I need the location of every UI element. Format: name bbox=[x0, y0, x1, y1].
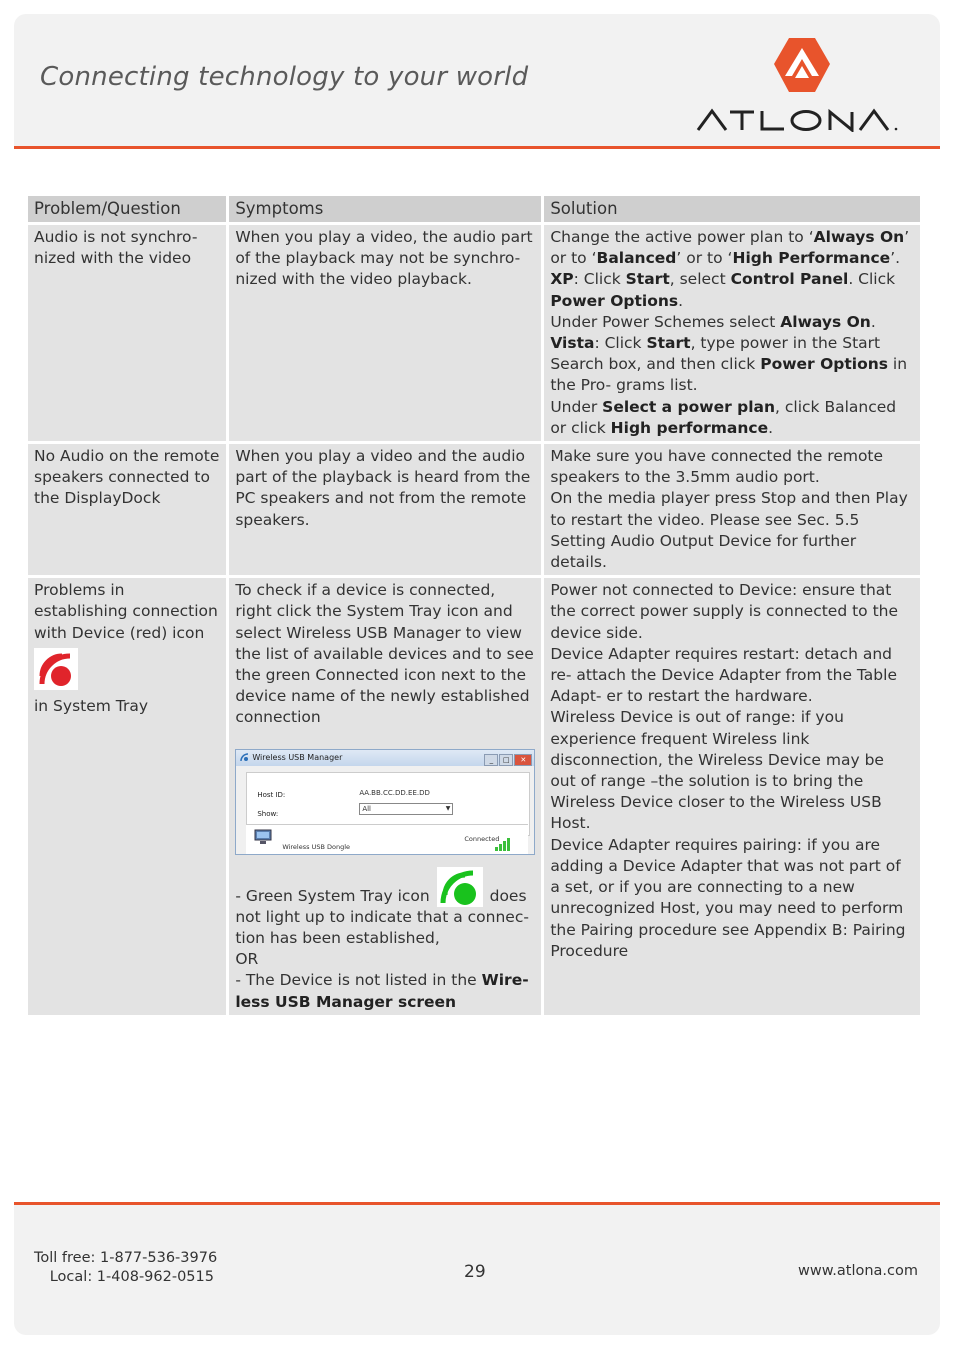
solution-line: On the media player press Stop and then Play to restart the video. Please see Sec. 5.5 Setting Audio Output Device for further details. bbox=[550, 489, 908, 572]
solution-line: Change the active power plan to ‘Always On’ or to ‘Balanced’ or to ‘High Performance’. bbox=[550, 228, 910, 268]
page-number: 29 bbox=[464, 1262, 486, 1282]
column-header-symptoms: Symptoms bbox=[229, 196, 541, 222]
table-header-row bbox=[28, 196, 920, 222]
solution-line: Under Select a power plan, click Balanced or click High performance. bbox=[550, 397, 897, 437]
solution-line: Device Adapter requires pairing: if you are adding a Device Adapter that was not part of a set, or if you are connecting to a new unrecognized Host, you may need to perform the Pairing procedure see Appendix B: Pairing Procedure bbox=[550, 835, 906, 960]
solution-line: XP: Click Start, select Control Panel. Click Power Options. bbox=[550, 270, 896, 310]
maximize-button[interactable]: □ bbox=[499, 754, 513, 766]
local-number: Local: 1-408-962-0515 bbox=[49, 1269, 214, 1285]
minimize-button[interactable]: _ bbox=[484, 754, 498, 766]
computer-icon bbox=[254, 829, 272, 845]
solution-line: Make sure you have connected the remote speakers to the 3.5mm audio port. bbox=[550, 447, 884, 487]
solution-line: Device Adapter requires restart: detach and re- attach the Device Adapter from the Table Adapt- er to restart the hardware. bbox=[550, 644, 897, 706]
page-footer bbox=[14, 1205, 940, 1335]
column-header-problem: Problem/Question bbox=[28, 196, 226, 222]
table-row bbox=[28, 578, 920, 1015]
problem-cell: Problems in establishing connection with Device (red) icon in System Tray bbox=[28, 578, 226, 1015]
device-list-item[interactable]: Wireless USB Dongle Connected bbox=[246, 824, 528, 855]
solution-line: Vista: Click Start, type power in the Start Search box, and then click Power Options in the Pro- grams list. bbox=[550, 334, 908, 395]
page-header bbox=[14, 14, 940, 149]
solution-cell bbox=[544, 225, 920, 441]
signal-bars-icon bbox=[494, 837, 514, 851]
device-disconnected-red-icon bbox=[34, 648, 78, 690]
table-row bbox=[28, 225, 920, 441]
solution-line: Wireless Device is out of range: if you experience frequent Wireless link disconnection, the Wireless Device may be out of range –the solution is to bring the Wireless Device closer to the Wireless USB Host. bbox=[550, 708, 884, 833]
symptoms-cell: To check if a device is connected, right click the System Tray icon and select Wireless USB Manager to view the list of available devices and to see the green Connected icon next to the device name of the newly established connection Wireless USB Manager _ □ ✕ Host ID: AA.BB.CC.DD.EE.DD Show: All ▼ Wireless USB Dongle Connected - Green System Tray icon does not light up to indicate that a connec- tion has been established, OR - The Device is not listed in the Wire- less USB Manager screen bbox=[229, 578, 541, 1015]
solution-cell bbox=[544, 578, 920, 1015]
settings-panel: Host ID: AA.BB.CC.DD.EE.DD Show: All ▼ bbox=[246, 772, 530, 836]
table-row bbox=[28, 444, 920, 575]
solution-line: Under Power Schemes select Always On. bbox=[550, 312, 876, 331]
toll-free-number: Toll free: 1-877-536-3976 bbox=[34, 1250, 218, 1266]
symptoms-cell: When you play a video, the audio part of the playback may not be synchro- nized with the video playback. bbox=[229, 225, 541, 441]
problem-cell: Audio is not synchro- nized with the video bbox=[28, 225, 226, 441]
wireless-icon bbox=[240, 753, 249, 762]
close-button[interactable]: ✕ bbox=[514, 754, 532, 766]
contact-phones bbox=[34, 1249, 218, 1287]
chevron-down-icon: ▼ bbox=[445, 804, 451, 812]
atlona-wordmark bbox=[696, 108, 914, 132]
website-link[interactable]: www.atlona.com bbox=[798, 1263, 918, 1279]
solution-cell bbox=[544, 444, 920, 575]
device-connected-green-icon bbox=[437, 867, 483, 907]
troubleshooting-table bbox=[25, 193, 923, 1018]
window-titlebar: Wireless USB Manager _ □ ✕ bbox=[236, 750, 534, 766]
host-id-field: AA.BB.CC.DD.EE.DD bbox=[359, 783, 449, 805]
tagline: Connecting technology to your world bbox=[40, 62, 529, 92]
wireless-usb-manager-screenshot bbox=[235, 749, 535, 855]
column-header-solution: Solution bbox=[544, 196, 920, 222]
show-select[interactable]: All ▼ bbox=[359, 803, 453, 815]
atlona-logo-icon bbox=[772, 36, 832, 96]
symptoms-cell: When you play a video and the audio part of the playback is heard from the PC speakers and not from the remote speakers. bbox=[229, 444, 541, 575]
problem-cell: No Audio on the remote speakers connected to the DisplayDock bbox=[28, 444, 226, 575]
solution-line: Power not connected to Device: ensure that the correct power supply is connected to the device side. bbox=[550, 581, 899, 642]
